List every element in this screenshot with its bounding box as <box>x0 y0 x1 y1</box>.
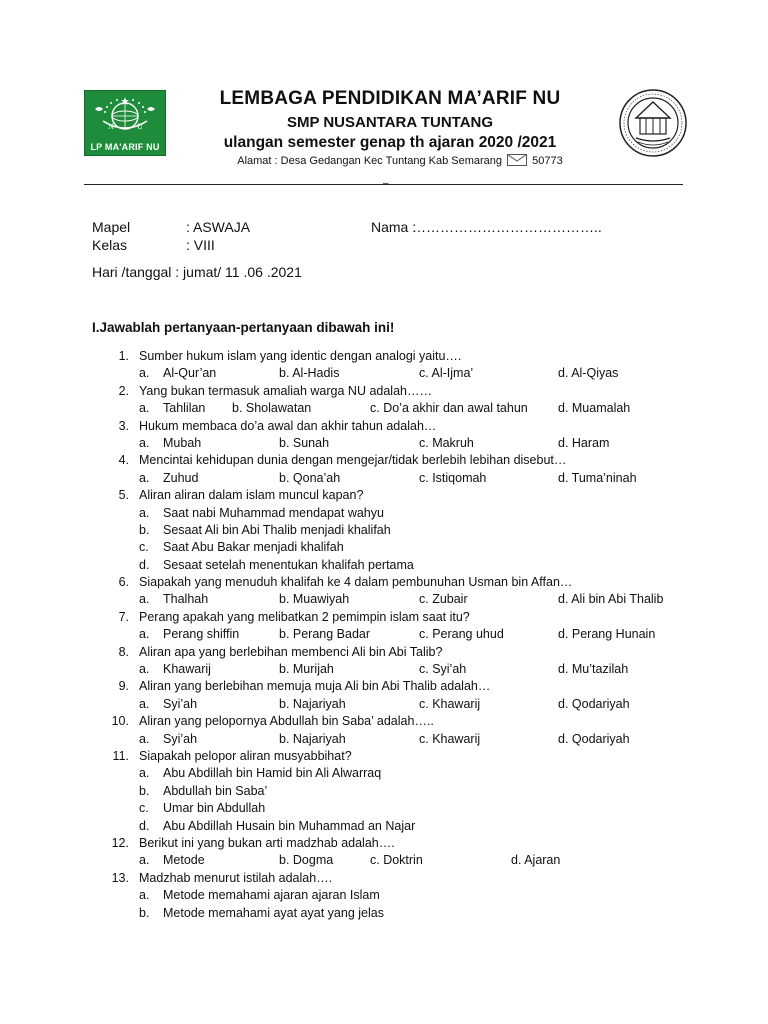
answer-option: d. Qodariyah <box>558 731 630 746</box>
mapel-label: Mapel <box>92 219 131 235</box>
answer-option: Al-Qur’an <box>163 366 217 381</box>
question-stem <box>0 749 768 766</box>
option-text: Umar bin Abdullah <box>163 801 266 816</box>
answer-option <box>0 819 768 836</box>
question-stem <box>0 419 768 436</box>
answer-option: b. Murijah <box>279 662 334 677</box>
institution-name: LEMBAGA PENDIDIKAN MA’ARIF NU <box>219 88 561 109</box>
question-text: Mencintai kehidupan dunia dengan mengejar/tidak berlebih lebihan disebut… <box>139 453 567 468</box>
option-letter: a. <box>139 401 150 416</box>
answer-option: b. Perang Badar <box>279 627 371 642</box>
answer-option: Metode <box>163 853 205 868</box>
answer-option: b. Sunah <box>279 435 330 450</box>
question-stem <box>0 384 768 401</box>
answer-option <box>0 801 768 818</box>
question-text: Aliran aliran dalam islam muncul kapan? <box>139 488 364 503</box>
question-item <box>0 836 768 871</box>
option-text: Abu Abdillah bin Hamid bin Ali Alwarraq <box>163 766 382 781</box>
question-item <box>0 610 768 645</box>
option-letter: a. <box>139 366 150 381</box>
answer-option: Syi’ah <box>163 696 198 711</box>
answer-option: Perang shiffin <box>163 627 240 642</box>
option-text: Sesaat setelah menentukan khalifah pertama <box>163 557 414 572</box>
envelope-icon <box>507 154 527 166</box>
answer-option: c. Istiqomah <box>419 470 487 485</box>
question-item <box>0 645 768 680</box>
question-stem <box>0 871 768 888</box>
question-text: Hukum membaca do’a awal dan akhir tahun adalah… <box>139 418 437 433</box>
question-text: Aliran apa yang berlebihan membenci Ali bin Abi Talib? <box>139 644 443 659</box>
option-letter: b. <box>139 905 150 920</box>
school-address <box>200 154 600 167</box>
answer-options-row <box>0 853 768 870</box>
question-text: Sumber hukum islam yang identic dengan analogi yaitu…. <box>139 349 462 363</box>
question-stem <box>0 349 768 366</box>
question-list <box>0 349 768 923</box>
question-text: Aliran yang berlebihan memuja muja Ali bin Abi Thalib adalah… <box>139 679 491 694</box>
question-number: 11. <box>112 748 129 763</box>
answer-option: d. Mu’tazilah <box>558 662 629 677</box>
answer-option <box>0 506 768 523</box>
answer-option: c. Doktrin <box>370 853 423 868</box>
answer-option: c. Makruh <box>419 435 474 450</box>
kelas-label: Kelas <box>92 237 128 253</box>
option-letter: a. <box>139 592 150 607</box>
option-letter: a. <box>139 505 150 520</box>
answer-options-row <box>0 662 768 679</box>
option-letter: a. <box>139 853 150 868</box>
answer-option: d. Qodariyah <box>558 696 630 711</box>
svg-text:U: U <box>137 123 143 131</box>
option-text: Saat Abu Bakar menjadi khalifah <box>163 540 344 555</box>
school-name: SMP NUSANTARA TUNTANG <box>286 114 494 131</box>
answer-option <box>0 784 768 801</box>
option-text: Abdullah bin Saba’ <box>163 783 268 798</box>
answer-option: b. Sholawatan <box>232 401 312 416</box>
answer-options-row <box>0 697 768 714</box>
answer-option: b. Muawiyah <box>279 592 350 607</box>
question-item <box>0 453 768 488</box>
question-stem <box>0 714 768 731</box>
section-instruction: I.Jawablah pertanyaan-pertanyaan dibawah ini! <box>92 320 395 335</box>
answer-option: d. Muamalah <box>558 401 631 416</box>
question-text: Aliran yang pelopornya Abdullah bin Saba’ adalah….. <box>139 714 434 729</box>
question-text: Perang apakah yang melibatkan 2 pemimpin islam saat itu? <box>139 609 470 624</box>
question-number: 5. <box>118 488 129 503</box>
option-letter: a. <box>139 627 150 642</box>
question-number: 13. <box>111 870 129 885</box>
option-letter: a. <box>139 696 150 711</box>
question-item <box>0 749 768 836</box>
option-letter: c. <box>139 540 149 555</box>
logo-caption: LP MA'ARIF NU <box>90 142 160 152</box>
exam-title: ulangan semester genap th ajaran 2020 /2021 <box>223 134 557 151</box>
answer-option: Mubah <box>163 435 202 450</box>
answer-option: b. Dogma <box>279 853 334 868</box>
option-text: Metode memahami ajaran ajaran Islam <box>163 888 380 903</box>
answer-option: c. Do’a akhir dan awal tahun <box>370 401 528 416</box>
question-item <box>0 384 768 419</box>
option-letter: a. <box>139 766 150 781</box>
answer-option: Thalhah <box>163 592 209 607</box>
nama-blank: ………………………………….. <box>412 219 602 235</box>
option-text: Saat nabi Muhammad mendapat wahyu <box>163 505 384 520</box>
question-text: Siapakah yang menuduh khalifah ke 4 dalam pembunuhan Usman bin Affan… <box>139 575 573 590</box>
answer-option: d. Ali bin Abi Thalib <box>558 592 664 607</box>
answer-option: Khawarij <box>163 662 211 677</box>
question-item <box>0 679 768 714</box>
question-number: 4. <box>118 453 129 468</box>
question-item <box>0 488 768 575</box>
answer-options-row <box>0 732 768 749</box>
school-seal-icon <box>618 88 688 158</box>
question-number: 6. <box>118 575 129 590</box>
answer-option: Zuhud <box>163 470 199 485</box>
option-letter: a. <box>139 435 150 450</box>
question-number: 9. <box>118 679 129 694</box>
option-letter: d. <box>139 818 150 833</box>
question-stem <box>0 488 768 505</box>
answer-option: c. Zubair <box>419 592 468 607</box>
answer-option: c. Perang uhud <box>419 627 504 642</box>
question-item <box>0 871 768 923</box>
option-letter: b. <box>139 522 150 537</box>
answer-option: Tahlilan <box>163 401 206 416</box>
option-letter: d. <box>139 557 150 572</box>
question-item <box>0 419 768 454</box>
answer-option: b. Najariyah <box>279 696 346 711</box>
nu-emblem-icon <box>91 95 159 135</box>
answer-option: d. Tuma’ninah <box>558 470 637 485</box>
question-number: 10. <box>111 714 129 729</box>
option-letter: a. <box>139 662 150 677</box>
answer-options-row <box>0 592 768 609</box>
question-stem <box>0 610 768 627</box>
question-text: Yang bukan termasuk amaliah warga NU adalah…… <box>139 383 432 398</box>
answer-option: c. Khawarij <box>419 731 481 746</box>
nama-label: Nama : <box>371 219 417 235</box>
answer-option <box>0 540 768 557</box>
question-stem <box>0 836 768 853</box>
lp-maarif-nu-logo <box>84 90 166 156</box>
answer-option: b. Al-Hadis <box>279 366 340 381</box>
exam-date: Hari /tanggal : jumat/ 11 .06 .2021 <box>92 264 302 280</box>
answer-option <box>0 523 768 540</box>
option-text: Sesaat Ali bin Abi Thalib menjadi khalifah <box>163 522 391 537</box>
header-divider <box>84 184 683 185</box>
kelas-value: : VIII <box>186 237 215 253</box>
question-stem <box>0 679 768 696</box>
answer-option: d. Ajaran <box>511 853 561 868</box>
answer-option: b. Najariyah <box>279 731 346 746</box>
question-number: 3. <box>118 418 129 433</box>
question-number: 1. <box>118 349 129 363</box>
question-number: 8. <box>118 644 129 659</box>
option-letter: b. <box>139 783 150 798</box>
answer-option <box>0 558 768 575</box>
answer-option: d. Perang Hunain <box>558 627 656 642</box>
answer-option: Syi’ah <box>163 731 198 746</box>
question-item <box>0 575 768 610</box>
answer-option: b. Qona’ah <box>279 470 341 485</box>
option-letter: a. <box>139 888 150 903</box>
answer-options-row <box>0 471 768 488</box>
question-number: 12. <box>111 835 129 850</box>
option-letter: a. <box>139 731 150 746</box>
answer-options-row <box>0 436 768 453</box>
question-item <box>0 714 768 749</box>
mapel-value: : ASWAJA <box>186 219 251 235</box>
answer-option: c. Syi’ah <box>419 662 467 677</box>
answer-options-row <box>0 627 768 644</box>
answer-option: c. Al-Ijma’ <box>419 366 474 381</box>
address-text: Alamat : Desa Gedangan Kec Tuntang Kab Semarang <box>237 155 503 167</box>
question-number: 7. <box>118 609 129 624</box>
answer-options-row <box>0 401 768 418</box>
svg-text:N: N <box>108 123 115 131</box>
answer-option <box>0 766 768 783</box>
answer-option: c. Khawarij <box>419 696 481 711</box>
question-text: Siapakah pelopor aliran musyabbihat? <box>139 748 352 763</box>
question-text: Berikut ini yang bukan arti madzhab adalah…. <box>139 835 395 850</box>
question-number: 2. <box>118 383 129 398</box>
question-stem <box>0 575 768 592</box>
option-text: Metode memahami ayat ayat yang jelas <box>163 905 384 920</box>
option-letter: c. <box>139 801 149 816</box>
answer-options-row <box>0 366 768 383</box>
question-stem <box>0 453 768 470</box>
postcode: 50773 <box>532 155 563 167</box>
option-text: Abu Abdillah Husain bin Muhammad an Najar <box>163 818 416 833</box>
question-text: Madzhab menurut istilah adalah…. <box>139 870 333 885</box>
question-item <box>0 349 768 384</box>
answer-option: d. Haram <box>558 435 610 450</box>
rule-mark: – <box>383 178 389 189</box>
answer-option: d. Al-Qiyas <box>558 366 619 381</box>
question-stem <box>0 645 768 662</box>
option-letter: a. <box>139 470 150 485</box>
answer-option <box>0 906 768 923</box>
answer-option <box>0 888 768 905</box>
